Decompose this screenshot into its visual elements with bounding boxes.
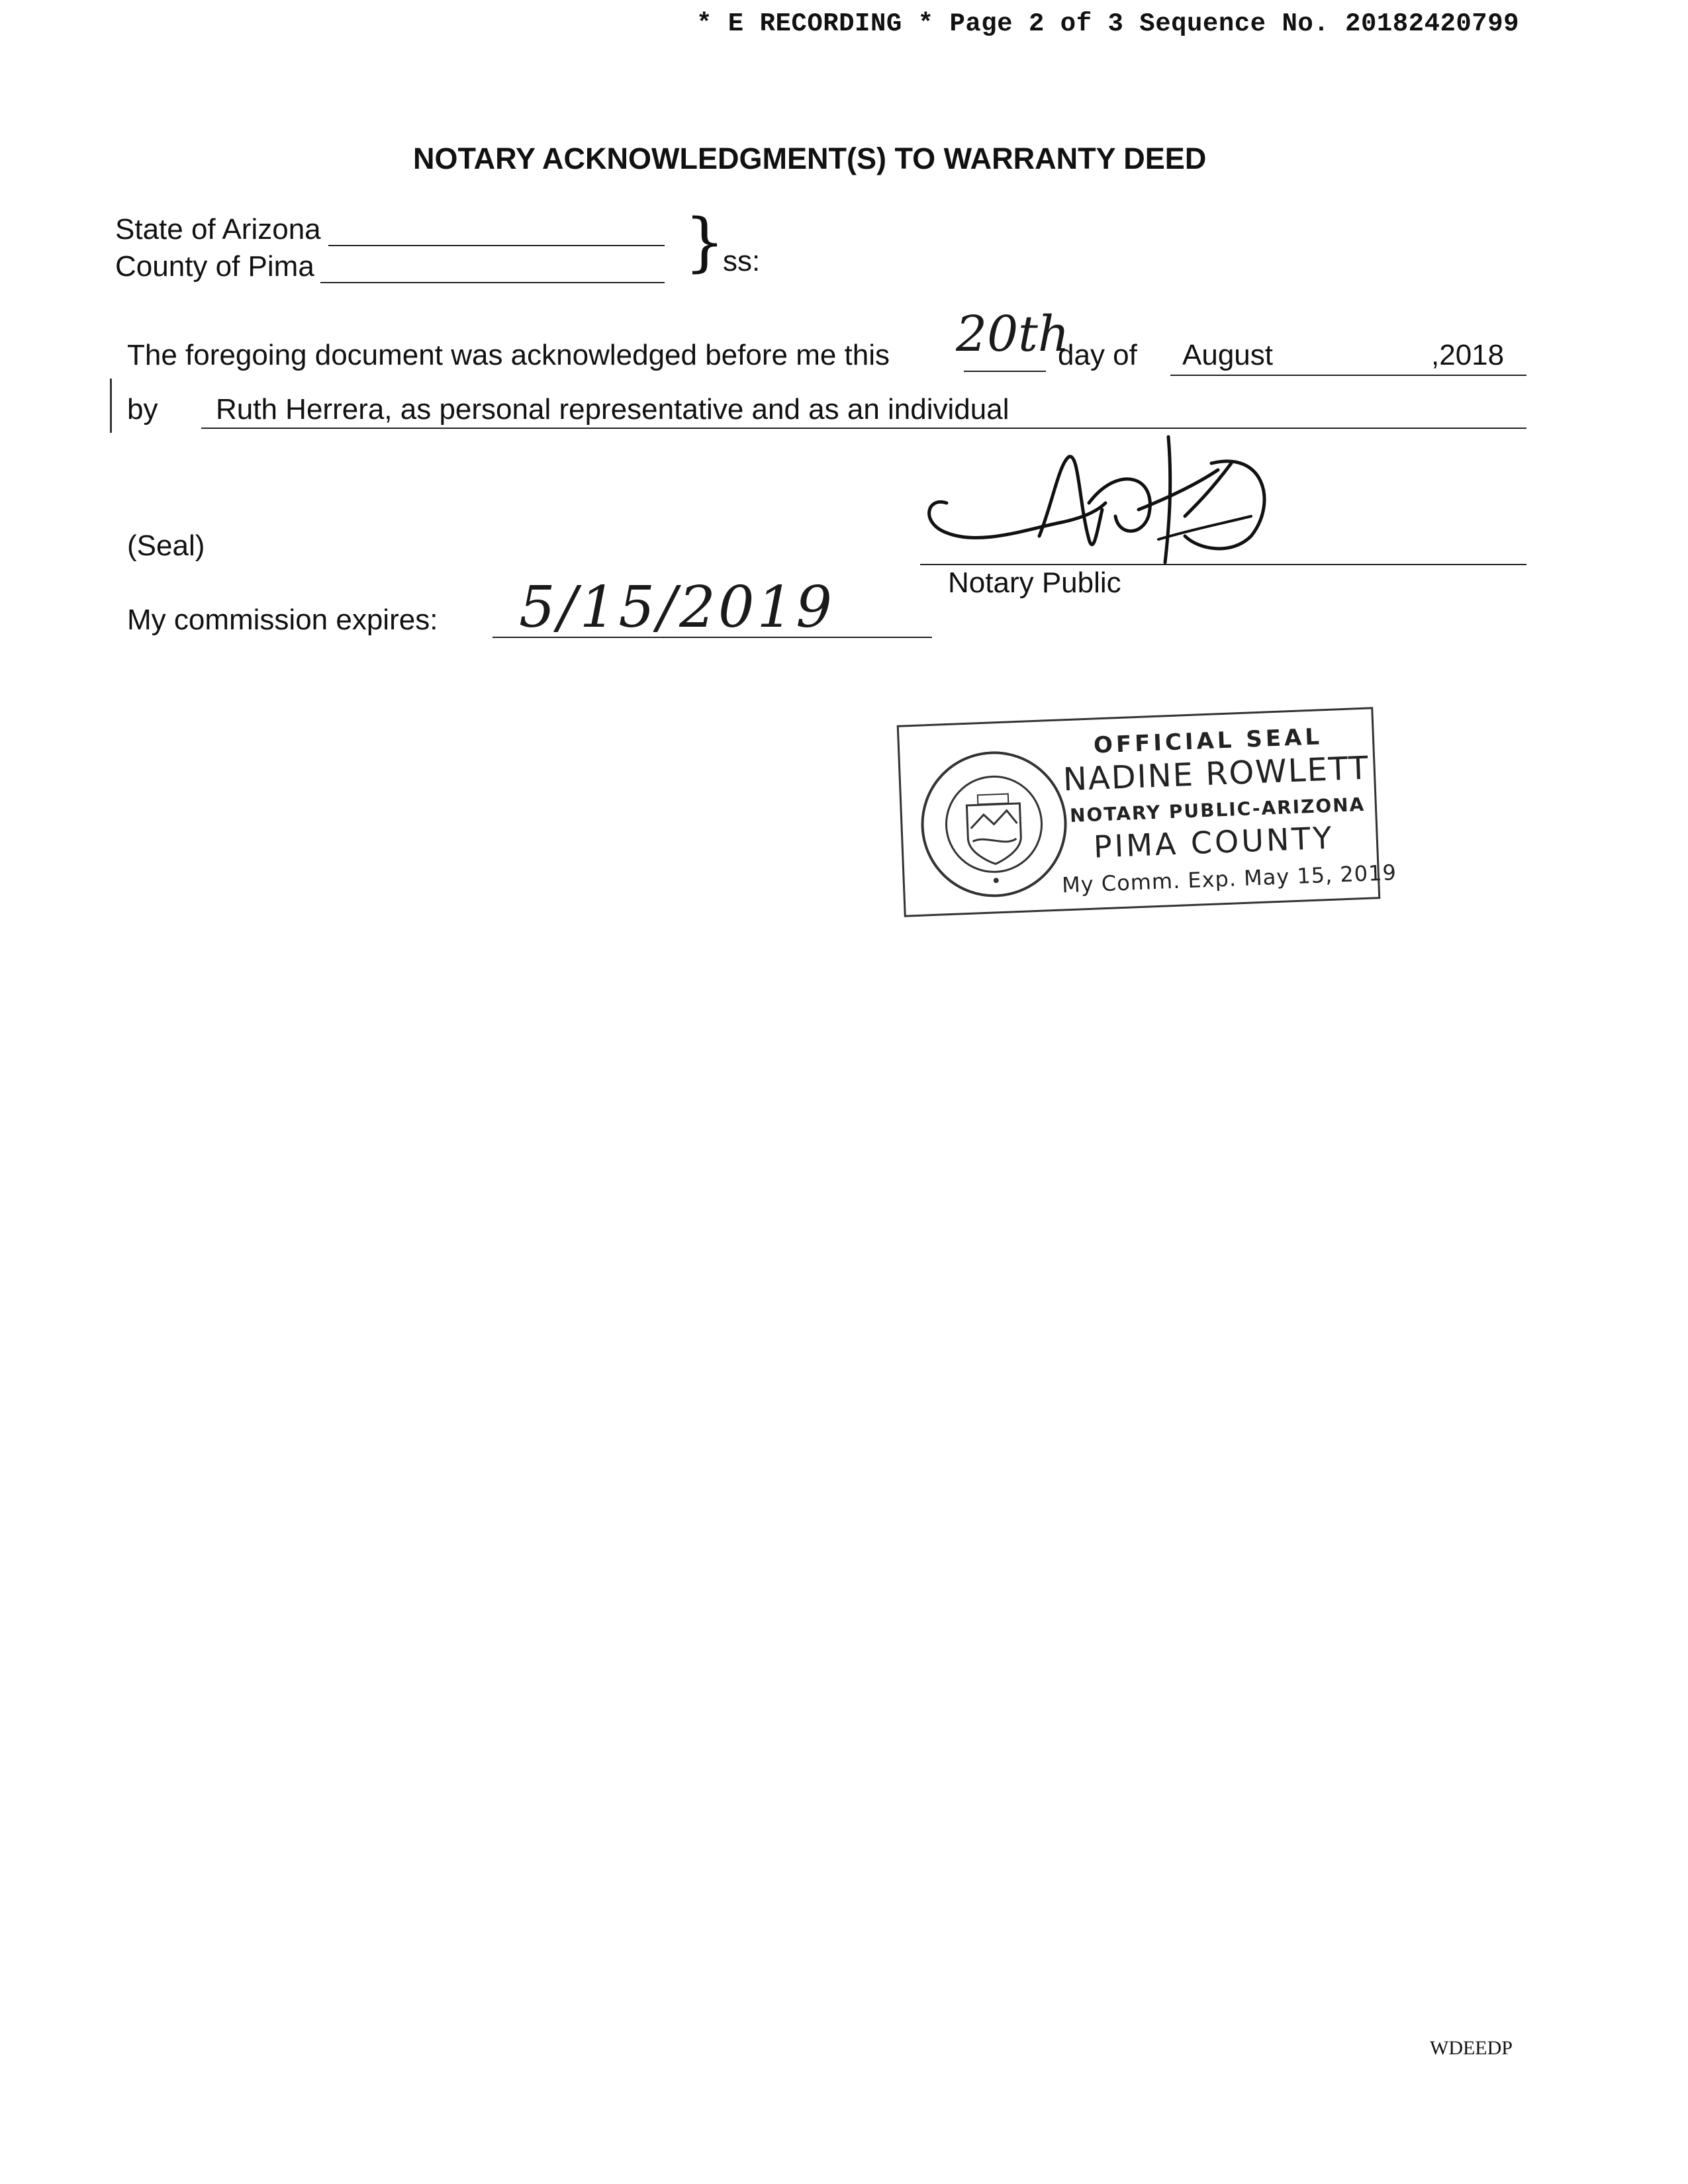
day-line bbox=[964, 371, 1046, 372]
acknowledgment-year: ,2018 bbox=[1431, 339, 1505, 371]
seal-label: (Seal) bbox=[127, 529, 205, 562]
venue-state: State of Arizona bbox=[115, 213, 321, 246]
official-notary-stamp bbox=[897, 707, 1397, 917]
acknowledgment-prefix: The foregoing document was acknowledged before me this bbox=[127, 339, 890, 371]
notary-public-label: Notary Public bbox=[948, 567, 1121, 599]
stamp-county: PIMA COUNTY bbox=[1092, 819, 1335, 865]
acknowledgment-month: August bbox=[1182, 339, 1273, 371]
acknowledgment-by-label: by bbox=[127, 393, 158, 426]
date-line bbox=[1170, 375, 1526, 376]
by-line bbox=[201, 428, 1526, 429]
notary-signature bbox=[920, 424, 1291, 569]
venue-county-line bbox=[320, 282, 665, 283]
recording-header: * E RECORDING * Page 2 of 3 Sequence No. 20182420799 bbox=[696, 9, 1519, 38]
stamp-notary-name: NADINE ROWLETT bbox=[1062, 749, 1370, 799]
acknowledgment-day: 20th bbox=[956, 306, 1070, 363]
arizona-seal-emblem bbox=[915, 745, 1073, 903]
acknowledgment-day-of: day of bbox=[1058, 339, 1137, 371]
venue-ss: ss: bbox=[723, 245, 761, 277]
stamp-expiration: My Comm. Exp. May 15, 2019 bbox=[1061, 860, 1397, 898]
venue-brace: } bbox=[684, 205, 726, 279]
venue-state-line bbox=[328, 245, 665, 246]
footer-code: WDEEDP bbox=[1430, 2037, 1513, 2059]
venue-county: County of Pima bbox=[115, 250, 314, 283]
stamp-official-seal: OFFICIAL SEAL bbox=[1093, 723, 1323, 759]
stamp-notary-title: NOTARY PUBLIC-ARIZONA bbox=[1069, 793, 1366, 827]
commission-date: 5/15/2019 bbox=[519, 574, 835, 641]
notary-signature-line bbox=[920, 564, 1526, 565]
commission-line bbox=[492, 637, 932, 638]
margin-mark bbox=[110, 379, 112, 433]
acknowledgment-by-name: Ruth Herrera, as personal representative and as an individual bbox=[216, 393, 1009, 426]
commission-label: My commission expires: bbox=[127, 604, 438, 636]
document-title: NOTARY ACKNOWLEDGMENT(S) TO WARRANTY DEED bbox=[413, 142, 1207, 175]
